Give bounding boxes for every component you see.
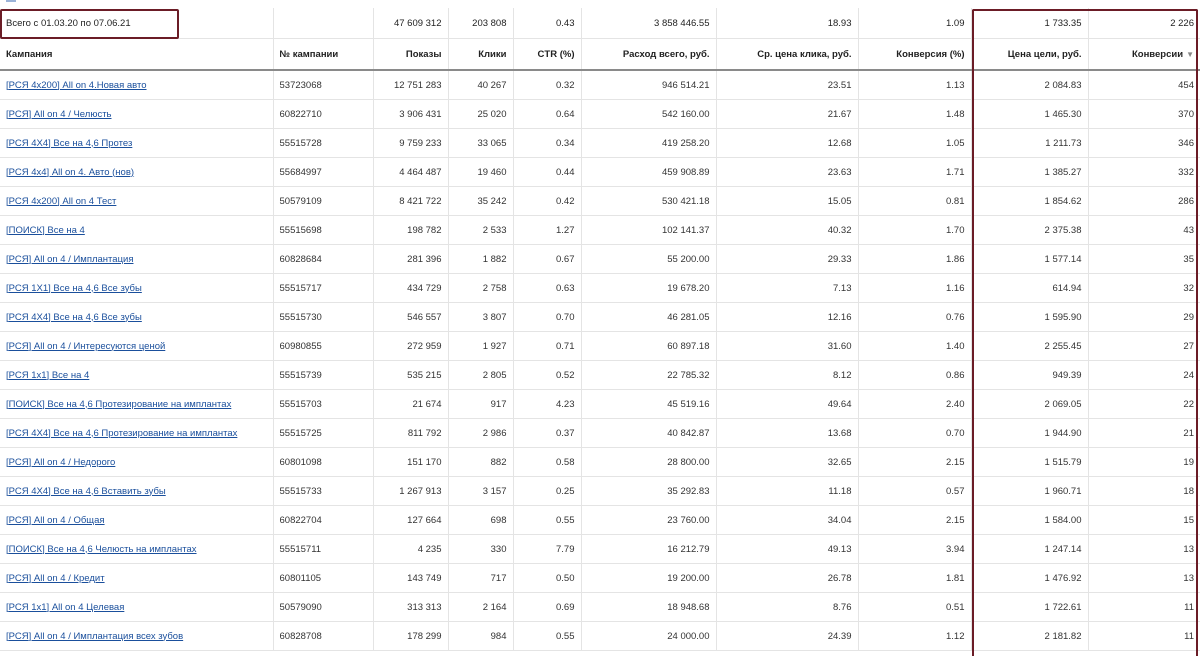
top-strip [0,0,1200,8]
campaign-number: 50579090 [273,593,373,622]
campaign-link [0,448,273,477]
campaign-link [0,216,273,245]
avg-cpc-cell: 29.33 [716,245,858,274]
campaign-number: 55515698 [273,216,373,245]
campaign-link [0,622,273,651]
campaign-name-link[interactable]: [РСЯ] All on 4 / Имплантация всех зубов [6,630,184,642]
clicks-cell: 2 986 [448,419,513,448]
ctr-cell: 4.23 [513,390,581,419]
goal-price-cell: 1 476.92 [971,564,1088,593]
campaign-link [0,187,273,216]
goal-price-cell: 1 595.90 [971,303,1088,332]
goal-columns-highlight-frame [972,9,1198,656]
ctr-cell: 0.37 [513,419,581,448]
conversions-cell: 454 [1088,70,1200,100]
conversion-rate-cell: 1.48 [858,100,971,129]
campaign-link [0,535,273,564]
spend-cell: 19 200.00 [581,564,716,593]
col-header-campaign-label: Кампания [6,48,53,60]
conversions-cell: 32 [1088,274,1200,303]
ctr-cell: 0.50 [513,564,581,593]
impressions-cell: 1 267 913 [373,477,448,506]
clicks-cell: 330 [448,535,513,564]
campaign-link [0,332,273,361]
campaign-number: 60828684 [273,245,373,274]
avg-cpc-cell: 40.32 [716,216,858,245]
campaign-link [0,361,273,390]
goal-price-cell: 2 255.45 [971,332,1088,361]
goal-price-cell: 1 211.73 [971,129,1088,158]
col-header-spend[interactable] [581,39,716,71]
col-header-clicks-label: Клики [478,48,507,60]
campaign-link [0,245,273,274]
goal-price-cell: 614.94 [971,274,1088,303]
conversions-cell: 21 [1088,419,1200,448]
goal-price-cell: 1 385.27 [971,158,1088,187]
col-header-campaign[interactable] [0,39,273,71]
campaign-name-link[interactable]: [ПОИСК] Все на 4,6 Протезирование на имплантах [6,398,232,410]
campaign-link [0,100,273,129]
conversions-cell: 13 [1088,535,1200,564]
goal-price-cell: 1 960.71 [971,477,1088,506]
col-header-conversions-label: Конверсии [1131,48,1184,60]
clicks-cell: 698 [448,506,513,535]
clicks-cell: 19 460 [448,158,513,187]
conversion-rate-cell: 0.70 [858,419,971,448]
spend-cell: 55 200.00 [581,245,716,274]
clicks-cell: 25 020 [448,100,513,129]
conversion-rate-cell: 1.71 [858,158,971,187]
ctr-cell: 0.63 [513,274,581,303]
spend-cell: 18 948.68 [581,593,716,622]
campaign-number: 55684997 [273,158,373,187]
clicks-cell: 2 533 [448,216,513,245]
conversion-rate-cell: 0.76 [858,303,971,332]
col-header-ctr-label: CTR (%) [537,48,575,60]
spend-cell: 542 160.00 [581,100,716,129]
campaign-link [0,70,273,100]
avg-cpc-cell: 49.13 [716,535,858,564]
campaign-name-link[interactable]: [РСЯ] All on 4 / Общая [6,514,105,526]
impressions-cell: 313 313 [373,593,448,622]
goal-price-cell: 2 084.83 [971,70,1088,100]
impressions-cell: 4 235 [373,535,448,564]
col-header-conversion-rate-label: Конверсия (%) [896,48,965,60]
campaign-link [0,158,273,187]
conversions-cell: 13 [1088,564,1200,593]
totals-highlight-frame [0,9,179,39]
conversions-cell: 15 [1088,506,1200,535]
campaign-number: 60980855 [273,332,373,361]
campaign-name-link[interactable]: [РСЯ 4X4] Все на 4,6 Все зубы [6,311,142,323]
spend-cell: 45 519.16 [581,390,716,419]
avg-cpc-cell: 32.65 [716,448,858,477]
conversion-rate-cell: 1.81 [858,564,971,593]
campaign-name-link[interactable]: [РСЯ 4X4] Все на 4,6 Вставить зубы [6,485,166,497]
clicks-cell: 717 [448,564,513,593]
impressions-cell: 12 751 283 [373,70,448,100]
clicks-cell: 1 927 [448,332,513,361]
totals-label: Всего с 01.03.20 по 07.06.21 [0,8,273,39]
clicks-cell: 35 242 [448,187,513,216]
campaign-number: 55515730 [273,303,373,332]
spend-cell: 530 421.18 [581,187,716,216]
campaign-number: 60828708 [273,622,373,651]
goal-price-cell: 1 854.62 [971,187,1088,216]
spend-cell: 419 258.20 [581,129,716,158]
avg-cpc-cell: 8.76 [716,593,858,622]
impressions-cell: 21 674 [373,390,448,419]
impressions-cell: 434 729 [373,274,448,303]
campaign-name-link[interactable]: [РСЯ 4X4] Все на 4,6 Протез [6,137,133,149]
totals-campaign-number [273,8,373,39]
impressions-cell: 127 664 [373,506,448,535]
impressions-cell: 272 959 [373,332,448,361]
ctr-cell: 0.44 [513,158,581,187]
clicks-cell: 2 758 [448,274,513,303]
col-header-conversion-rate[interactable] [858,39,971,71]
col-header-impressions[interactable] [373,39,448,71]
ctr-cell: 0.71 [513,332,581,361]
campaign-name-link[interactable]: [РСЯ 1x1] Все на 4 [6,369,90,381]
totals-impressions: 47 609 312 [373,8,448,39]
campaign-name-link[interactable]: [ПОИСК] Все на 4 [6,224,85,236]
campaign-number: 55515725 [273,419,373,448]
conversions-cell: 19 [1088,448,1200,477]
impressions-cell: 198 782 [373,216,448,245]
clicks-cell: 882 [448,448,513,477]
goal-price-cell: 2 375.38 [971,216,1088,245]
spend-cell: 102 141.37 [581,216,716,245]
conversion-rate-cell: 1.05 [858,129,971,158]
avg-cpc-cell: 49.64 [716,390,858,419]
impressions-cell: 546 557 [373,303,448,332]
campaign-name-link[interactable]: [РСЯ] All on 4 / Кредит [6,572,105,584]
impressions-cell: 811 792 [373,419,448,448]
campaign-link [0,390,273,419]
top-mark [6,0,16,2]
goal-price-cell: 1 247.14 [971,535,1088,564]
avg-cpc-cell: 31.60 [716,332,858,361]
clicks-cell: 2 164 [448,593,513,622]
campaign-number: 55515711 [273,535,373,564]
ctr-cell: 0.55 [513,622,581,651]
goal-price-cell: 2 069.05 [971,390,1088,419]
col-header-campaign-number-label: № кампании [279,48,339,60]
clicks-cell: 1 882 [448,245,513,274]
campaign-number: 55515728 [273,129,373,158]
campaign-name-link[interactable]: [РСЯ 4x4] All on 4. Авто (нов) [6,166,135,178]
impressions-cell: 178 299 [373,622,448,651]
conversion-rate-cell: 1.40 [858,332,971,361]
conversion-rate-cell: 1.13 [858,70,971,100]
conversion-rate-cell: 3.94 [858,535,971,564]
avg-cpc-cell: 21.67 [716,100,858,129]
impressions-cell: 3 906 431 [373,100,448,129]
campaign-number: 60801098 [273,448,373,477]
conversion-rate-cell: 0.81 [858,187,971,216]
col-header-impressions-label: Показы [405,48,442,60]
conversions-cell: 35 [1088,245,1200,274]
ctr-cell: 0.55 [513,506,581,535]
ctr-cell: 0.64 [513,100,581,129]
spend-cell: 46 281.05 [581,303,716,332]
campaign-link [0,593,273,622]
campaign-name-link[interactable]: [РСЯ 4X4] Все на 4,6 Протезирование на имплантах [6,427,238,439]
totals-conversion-rate: 1.09 [858,8,971,39]
conversion-rate-cell: 1.16 [858,274,971,303]
ctr-cell: 1.27 [513,216,581,245]
goal-price-cell: 1 584.00 [971,506,1088,535]
impressions-cell: 9 759 233 [373,129,448,158]
campaign-number: 60822704 [273,506,373,535]
spend-cell: 24 000.00 [581,622,716,651]
spend-cell: 22 785.32 [581,361,716,390]
conversions-cell: 370 [1088,100,1200,129]
goal-price-cell: 1 465.30 [971,100,1088,129]
clicks-cell: 40 267 [448,70,513,100]
goal-price-cell: 1 515.79 [971,448,1088,477]
spend-cell: 35 292.83 [581,477,716,506]
conversions-cell: 11 [1088,622,1200,651]
impressions-cell: 143 749 [373,564,448,593]
avg-cpc-cell: 34.04 [716,506,858,535]
campaign-number: 60801105 [273,564,373,593]
col-header-avg-cpc[interactable] [716,39,858,71]
avg-cpc-cell: 26.78 [716,564,858,593]
spend-cell: 23 760.00 [581,506,716,535]
totals-ctr: 0.43 [513,8,581,39]
campaign-name-link[interactable]: [РСЯ 1x1] All on 4 Целевая [6,601,125,613]
campaign-number: 53723068 [273,70,373,100]
conversion-rate-cell: 0.57 [858,477,971,506]
goal-price-cell: 949.39 [971,361,1088,390]
campaign-number: 55515733 [273,477,373,506]
avg-cpc-cell: 23.51 [716,70,858,100]
avg-cpc-cell: 8.12 [716,361,858,390]
col-header-campaign-number[interactable] [273,39,373,71]
conversions-cell: 43 [1088,216,1200,245]
campaign-number: 60822710 [273,100,373,129]
col-header-goal-price-label: Цена цели, руб. [1007,48,1082,60]
campaign-link [0,477,273,506]
avg-cpc-cell: 11.18 [716,477,858,506]
ctr-cell: 0.70 [513,303,581,332]
ctr-cell: 0.67 [513,245,581,274]
spend-cell: 16 212.79 [581,535,716,564]
spend-cell: 60 897.18 [581,332,716,361]
conversion-rate-cell: 2.15 [858,448,971,477]
campaign-link [0,303,273,332]
spend-cell: 459 908.89 [581,158,716,187]
campaign-link [0,564,273,593]
conversion-rate-cell: 0.51 [858,593,971,622]
campaign-name-link[interactable]: [РСЯ] All on 4 / Челюсть [6,108,112,120]
conversion-rate-cell: 1.12 [858,622,971,651]
col-header-spend-label: Расход всего, руб. [622,48,710,60]
campaign-link [0,506,273,535]
campaign-number: 55515717 [273,274,373,303]
goal-price-cell: 1 577.14 [971,245,1088,274]
clicks-cell: 3 807 [448,303,513,332]
clicks-cell: 3 157 [448,477,513,506]
col-header-clicks[interactable] [448,39,513,71]
avg-cpc-cell: 23.63 [716,158,858,187]
clicks-cell: 2 805 [448,361,513,390]
ctr-cell: 0.32 [513,70,581,100]
impressions-cell: 281 396 [373,245,448,274]
avg-cpc-cell: 7.13 [716,274,858,303]
campaign-name-link[interactable]: [РСЯ] All on 4 / Недорого [6,456,116,468]
conversions-cell: 11 [1088,593,1200,622]
impressions-cell: 151 170 [373,448,448,477]
ctr-cell: 0.69 [513,593,581,622]
totals-avg-cpc: 18.93 [716,8,858,39]
campaign-name-link[interactable]: [РСЯ] All on 4 / Имплантация [6,253,134,265]
avg-cpc-cell: 13.68 [716,419,858,448]
impressions-cell: 4 464 487 [373,158,448,187]
avg-cpc-cell: 24.39 [716,622,858,651]
campaign-name-link[interactable]: [РСЯ 4x200] All on 4 Тест [6,195,117,207]
campaign-name-link[interactable]: [РСЯ 1X1] Все на 4,6 Все зубы [6,282,142,294]
col-header-avg-cpc-label: Ср. цена клика, руб. [757,48,852,60]
conversion-rate-cell: 2.15 [858,506,971,535]
totals-spend: 3 858 446.55 [581,8,716,39]
totals-clicks: 203 808 [448,8,513,39]
ctr-cell: 0.58 [513,448,581,477]
avg-cpc-cell: 15.05 [716,187,858,216]
totals-conversions: 2 226 [1088,8,1200,39]
campaign-link [0,129,273,158]
campaign-number: 55515739 [273,361,373,390]
goal-price-cell: 2 181.82 [971,622,1088,651]
ctr-cell: 0.25 [513,477,581,506]
spend-cell: 946 514.21 [581,70,716,100]
spend-cell: 28 800.00 [581,448,716,477]
conversions-cell: 18 [1088,477,1200,506]
campaign-name-link[interactable]: [РСЯ] All on 4 / Интересуются ценой [6,340,166,352]
campaign-number: 55515703 [273,390,373,419]
campaign-name-link[interactable]: [ПОИСК] Все на 4,6 Челюсть на имплантах [6,543,197,555]
ctr-cell: 0.52 [513,361,581,390]
conversions-cell: 27 [1088,332,1200,361]
goal-price-cell: 1 944.90 [971,419,1088,448]
col-header-ctr[interactable] [513,39,581,71]
campaign-link [0,274,273,303]
conversion-rate-cell: 1.70 [858,216,971,245]
conversions-cell: 22 [1088,390,1200,419]
conversions-cell: 346 [1088,129,1200,158]
clicks-cell: 984 [448,622,513,651]
conversion-rate-cell: 1.86 [858,245,971,274]
ctr-cell: 7.79 [513,535,581,564]
impressions-cell: 535 215 [373,361,448,390]
ctr-cell: 0.34 [513,129,581,158]
conversion-rate-cell: 0.86 [858,361,971,390]
sort-desc-icon[interactable]: ▼ [1186,49,1194,59]
conversions-cell: 332 [1088,158,1200,187]
clicks-cell: 33 065 [448,129,513,158]
totals-goal-price: 1 733.35 [971,8,1088,39]
conversion-rate-cell: 2.40 [858,390,971,419]
campaign-link [0,419,273,448]
avg-cpc-cell: 12.68 [716,129,858,158]
conversions-cell: 29 [1088,303,1200,332]
campaign-name-link[interactable]: [РСЯ 4x200] All on 4.Новая авто [6,79,147,91]
conversions-cell: 24 [1088,361,1200,390]
campaign-number: 50579109 [273,187,373,216]
goal-price-cell: 1 722.61 [971,593,1088,622]
clicks-cell: 917 [448,390,513,419]
ctr-cell: 0.42 [513,187,581,216]
spend-cell: 40 842.87 [581,419,716,448]
spend-cell: 19 678.20 [581,274,716,303]
impressions-cell: 8 421 722 [373,187,448,216]
conversions-cell: 286 [1088,187,1200,216]
avg-cpc-cell: 12.16 [716,303,858,332]
